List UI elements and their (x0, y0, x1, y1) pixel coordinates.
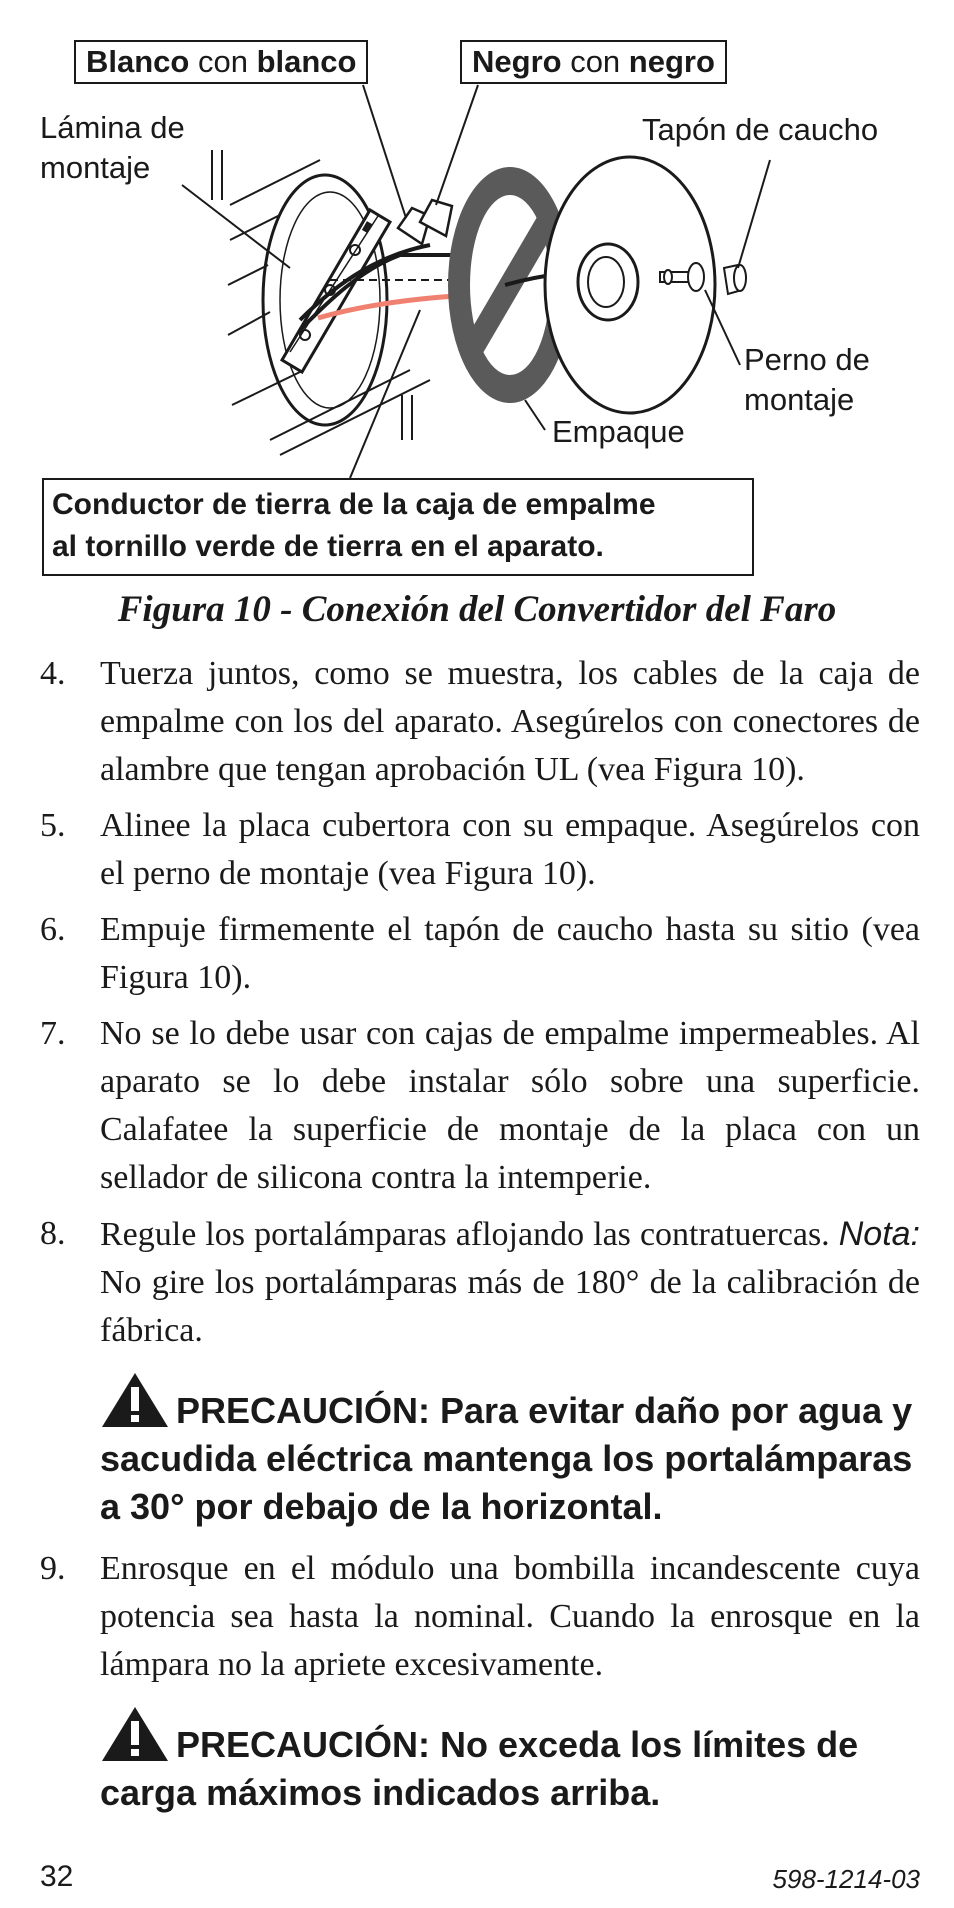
instruction-steps (40, 650, 920, 1831)
ground-callout-line1: Conductor de tierra de la caja de empalme (52, 488, 656, 521)
black-mid: con (561, 44, 629, 79)
mounting-plate (282, 210, 390, 372)
mounting-plate-label (40, 108, 185, 188)
note-text: No gire los portalámparas más de 180° de la calibración de fábrica. (100, 1264, 920, 1349)
document-code: 598-1214-03 (772, 1864, 920, 1894)
step-6 (40, 906, 920, 1002)
caution-load-limits (40, 1705, 920, 1817)
step-text: Tuerza juntos, como se muestra, los cables de la caja de empalme con los del aparato. Asegúrelos con conectores de alambre que tengan aprobación UL (vea Figura 10). (100, 655, 920, 788)
ground-callout-line2: al tornillo verde de tierra en el aparato. (52, 530, 604, 563)
step-5 (40, 802, 920, 898)
mounting-plate-label-line2: montaje (40, 150, 151, 185)
rubber-plug (724, 265, 746, 294)
step-7 (40, 1010, 920, 1202)
wire-nuts (398, 200, 452, 244)
ground-conductor-callout (42, 478, 754, 576)
step-number: 8. (40, 1215, 66, 1252)
step-4 (40, 650, 920, 794)
mounting-bolt-label (744, 340, 870, 420)
step-text: Empuje firmemente el tapón de caucho hasta su sitio (vea Figura 10). (100, 911, 920, 996)
note-label: Nota: (838, 1215, 920, 1253)
warning-icon (100, 1705, 170, 1763)
warning-icon (100, 1371, 170, 1429)
step-number: 7. (40, 1015, 66, 1052)
white-mid: con (189, 44, 257, 79)
mounting-plate-label-line1: Lámina de (40, 110, 185, 145)
page-number: 32 (40, 1860, 74, 1893)
figure-caption: Figura 10 - Conexión del Convertidor del Faro (117, 589, 837, 630)
caution-text: PRECAUCIÓN: Para evitar daño por agua y sacudida eléctrica mantenga los portalámparas a 30° por debajo de la horizontal. (100, 1390, 913, 1527)
black-to-black-callout (460, 40, 727, 84)
step-9 (40, 1545, 920, 1689)
step-text: Enrosque en el módulo una bombilla incandescente cuya potencia sea hasta la nominal. Cuando la enrosque en la lámpara no la apriete excesivamente. (100, 1550, 920, 1683)
white-bold-1: Blanco (86, 44, 190, 79)
step-number: 5. (40, 807, 66, 844)
caution-water-shock (40, 1371, 920, 1531)
rubber-plug-label: Tapón de caucho (642, 112, 879, 147)
caution-text: PRECAUCIÓN: No exceda los límites de carga máximos indicados arriba. (100, 1724, 859, 1813)
step-number: 6. (40, 911, 66, 948)
step-number: 9. (40, 1550, 66, 1587)
black-bold-1: Negro (472, 44, 562, 79)
white-bold-2: blanco (256, 44, 357, 79)
step-number: 4. (40, 655, 66, 692)
figure-10 (0, 0, 954, 600)
step-text: No se lo debe usar con cajas de empalme impermeables. Al aparato se lo debe instalar sólo sobre una superficie. Calafatee la superficie de montaje de la placa con un sellador de silicona contra la intemperie. (100, 1015, 920, 1196)
step-text: Alinee la placa cubertora con su empaque. Asegúrelos con el perno de montaje (vea Figura 10). (100, 807, 920, 892)
black-bold-2: negro (628, 44, 715, 79)
white-to-white-callout (74, 40, 368, 84)
step-8 (40, 1210, 920, 1355)
mounting-bolt-label-line1: Perno de (744, 342, 870, 377)
gasket-label: Empaque (552, 414, 685, 449)
step-text: Regule los portalámparas aflojando las contratuercas. (100, 1216, 830, 1253)
mounting-bolt-label-line2: montaje (744, 382, 855, 417)
